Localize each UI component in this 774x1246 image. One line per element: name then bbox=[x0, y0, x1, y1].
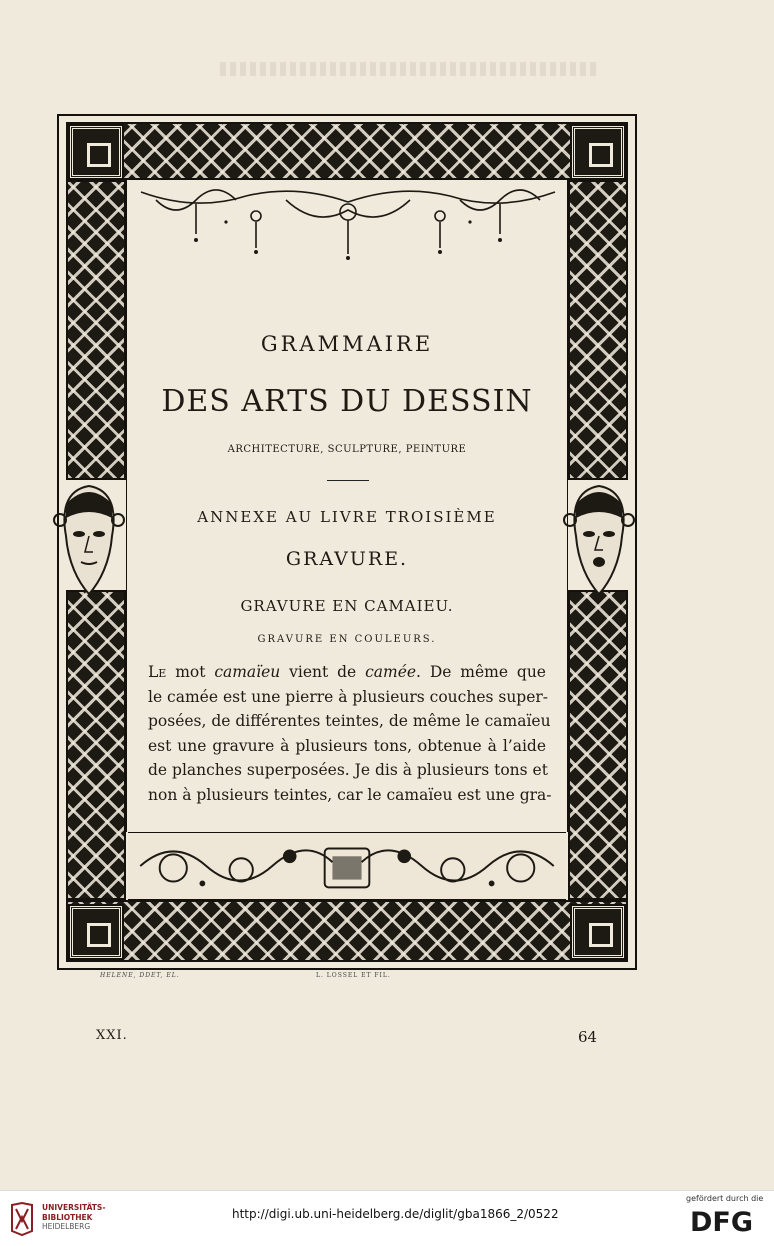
credit-right: L. LOSSEL ET FIL. bbox=[316, 972, 391, 979]
body-line-6: non à plusieurs teintes, car le camaïeu est une gra- bbox=[148, 785, 552, 804]
digitization-footer bbox=[0, 1190, 774, 1246]
body-text-fragment: mot bbox=[166, 663, 215, 681]
title-line-1: GRAMMAIRE bbox=[260, 332, 434, 356]
show-through-text bbox=[220, 62, 600, 76]
body-line-1 bbox=[148, 660, 546, 685]
frame-band-right-upper bbox=[568, 180, 628, 480]
annexe-heading: ANNEXE AU LIVRE TROISIÈME bbox=[197, 508, 497, 526]
corner-ornament-top-left bbox=[70, 126, 122, 178]
institution-line-1: UNIVERSITÄTS- bbox=[42, 1203, 106, 1212]
frame-band-top bbox=[66, 122, 628, 180]
body-paragraph bbox=[148, 660, 552, 807]
section-heading: GRAVURE. bbox=[285, 548, 409, 570]
body-line-4: est une gravure à plusieurs tons, obtenue à l’aide bbox=[148, 736, 546, 755]
volume-number: XXI. bbox=[96, 1028, 128, 1043]
body-text-fragment: vient de bbox=[280, 663, 366, 681]
corner-ornament-bottom-right bbox=[572, 906, 624, 958]
section-subheading: GRAVURE EN CAMAIEU. bbox=[240, 597, 454, 615]
dfg-logo-icon bbox=[688, 1205, 766, 1235]
permalink-url[interactable]: http://digi.ub.uni-heidelberg.de/diglit/gba1866_2/0522 bbox=[232, 1207, 559, 1221]
body-line-3: posées, de différentes teintes, de même le camaïeu bbox=[148, 712, 551, 730]
institution-name bbox=[42, 1203, 105, 1232]
title-rule bbox=[327, 480, 369, 481]
frame-band-left-upper bbox=[66, 180, 126, 480]
scrollwork-ornament-top bbox=[136, 182, 560, 262]
italic-term: camaïeu bbox=[214, 663, 281, 681]
body-line-2: le camée est une pierre à plusieurs couches super- bbox=[148, 687, 549, 706]
corner-ornament-bottom-left bbox=[70, 906, 122, 958]
mask-ornament-left bbox=[52, 484, 126, 596]
scrollwork-ornament-bottom bbox=[128, 832, 566, 900]
dfg-logo-text: DFG bbox=[690, 1207, 754, 1235]
engraver-credits bbox=[90, 970, 650, 984]
frame-band-bottom bbox=[66, 900, 628, 962]
institution-line-2: BIBLIOTHEK bbox=[42, 1212, 93, 1222]
frame-band-right-lower bbox=[568, 590, 628, 900]
section-subsubheading: GRAVURE EN COULEURS. bbox=[257, 634, 437, 645]
title-line-2: DES ARTS DU DESSIN bbox=[161, 384, 533, 419]
body-line-5: de planches superposées. Je dis à plusieurs tons et bbox=[148, 761, 548, 779]
title-subtitle: ARCHITECTURE, SCULPTURE, PEINTURE bbox=[227, 444, 467, 455]
body-text-fragment: . De même que bbox=[416, 663, 546, 681]
corner-ornament-top-right bbox=[572, 126, 624, 178]
mask-ornament-right bbox=[562, 484, 636, 596]
initial-word: Le bbox=[148, 663, 167, 681]
credit-left: HELENE, DDET, EL. bbox=[100, 972, 180, 979]
funding-label: gefördert durch die bbox=[686, 1194, 764, 1203]
institution-line-3: HEIDELBERG bbox=[42, 1222, 91, 1231]
university-library-logo-icon bbox=[8, 1201, 36, 1237]
italic-term: camée bbox=[365, 663, 417, 681]
page-number: 64 bbox=[578, 1028, 598, 1046]
frame-band-left-lower bbox=[66, 590, 126, 900]
